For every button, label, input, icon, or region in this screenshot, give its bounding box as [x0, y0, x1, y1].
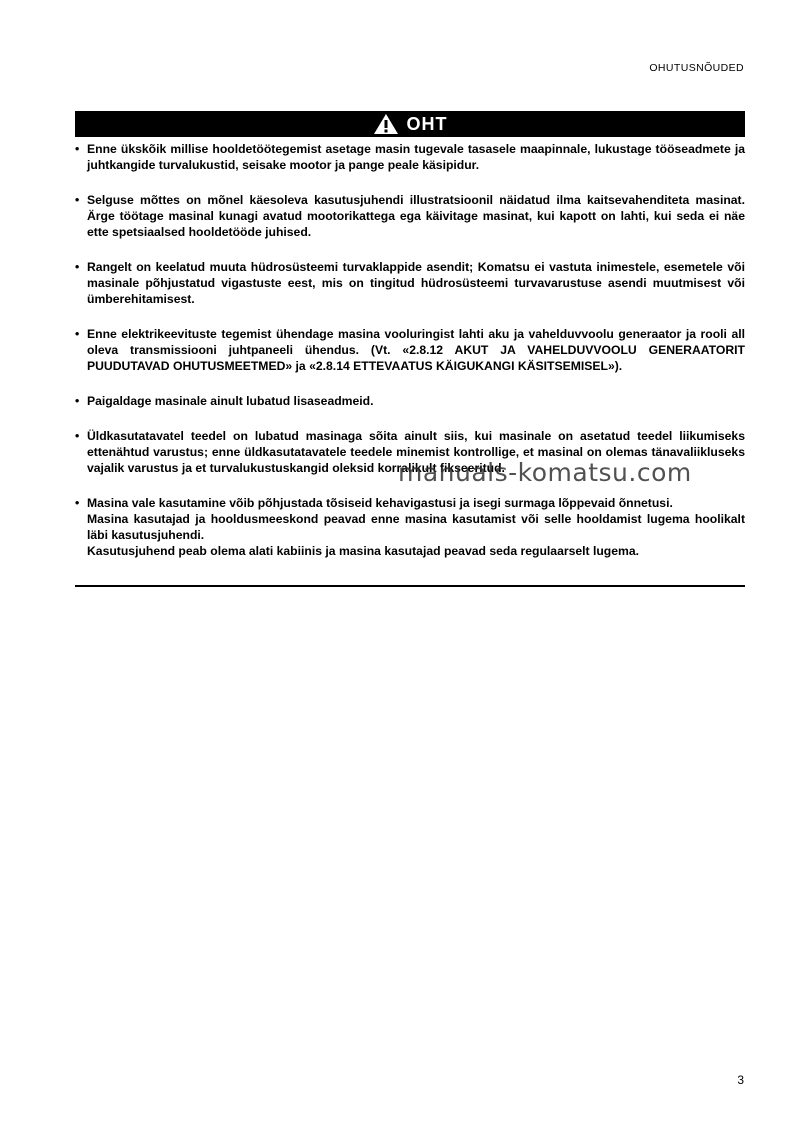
item-text: Enne ükskõik millise hooldetöötegemist asetage masin tugevale tasasele maapinnale, lukustage tööseadmete ja juhtkangide turvalukustid, seisake mootor ja pange peale käsipidur.: [87, 142, 745, 172]
divider: [75, 585, 745, 587]
warning-triangle-icon: [373, 113, 399, 135]
item-text: Masina kasutajad ja hooldusmeeskond peavad enne masina kasutamist või selle hooldamist lugema hoolikalt läbi kasutusjuhendi.: [87, 512, 745, 542]
list-item: [75, 393, 745, 409]
bullet: •: [75, 327, 80, 341]
warning-bar: [75, 111, 745, 137]
bullet: •: [75, 193, 80, 207]
item-text: Kasutusjuhend peab olema alati kabiinis ja masina kasutajad peavad seda regulaarselt lugema.: [87, 544, 640, 558]
bullet: •: [75, 496, 80, 510]
list-item: [75, 326, 745, 374]
bullet: •: [75, 429, 80, 443]
list-item: [75, 495, 745, 559]
item-text: Paigaldage masinale ainult lubatud lisaseadmeid.: [87, 394, 374, 408]
section-title: OHUTUSNÕUDED: [649, 62, 744, 74]
bullet: •: [75, 394, 80, 408]
watermark: manuals-komatsu.com: [398, 458, 692, 487]
list-item: [75, 259, 745, 307]
bullet: •: [75, 142, 80, 156]
warning-list: [75, 141, 745, 559]
bullet: •: [75, 260, 80, 274]
item-text: Masina vale kasutamine võib põhjustada tõsiseid kehavigastusi ja isegi surmaga lõppevaid õnnetusi.: [87, 496, 673, 510]
item-text: Enne elektrikeevituste tegemist ühendage masina vooluringist lahti aku ja vahelduvvoolu generaator ja rooli all oleva transmissiooni juhtpaneeli ühendus. (Vt. «2.8.12 AKUT JA VAHELDUVVOOLU GENERAATORIT PUUDUTAVAD OHUTUSMEETMED» ja «2.8.14 ETTEVAATUS KÄIGUKANGI KÄSITSEMISEL»).: [87, 327, 745, 373]
list-item: [75, 141, 745, 173]
item-text: Selguse mõttes on mõnel käesoleva kasutusjuhendi illustratsioonil näidatud ilma kaitsevahenditeta masinat. Ärge töötage masinal kunagi avatud mootorikattega ega käivitage masinat, kui kapott on lahti, kui seda ei näe ette spetsiaalsed hooldetööde juhised.: [87, 193, 745, 239]
item-text: Üldkasutatavatel teedel on lubatud masinaga sõita ainult siis, kui masinale on asetatud teedel liikumiseks ettenähtud varustus; enne üldkasutatavatele teedele minemist kontrollige, et masinal on olemas tänavaliikluseks vajalik varustus ja et turvalukustuskangid oleksid korralikult fikseeritud.: [87, 429, 745, 475]
page-number: 3: [737, 1073, 744, 1087]
list-item: [75, 192, 745, 240]
warning-title: OHT: [406, 113, 448, 134]
warning-box: [75, 111, 745, 559]
item-text: Rangelt on keelatud muuta hüdrosüsteemi turvaklappide asendit; Komatsu ei vastuta inimestele, esemetele või masinale põhjustatud vigastuste eest, mis on tingitud hüdrosüsteemi turvavarustuse asendi muutmisest või ümberehitamisest.: [87, 260, 745, 306]
